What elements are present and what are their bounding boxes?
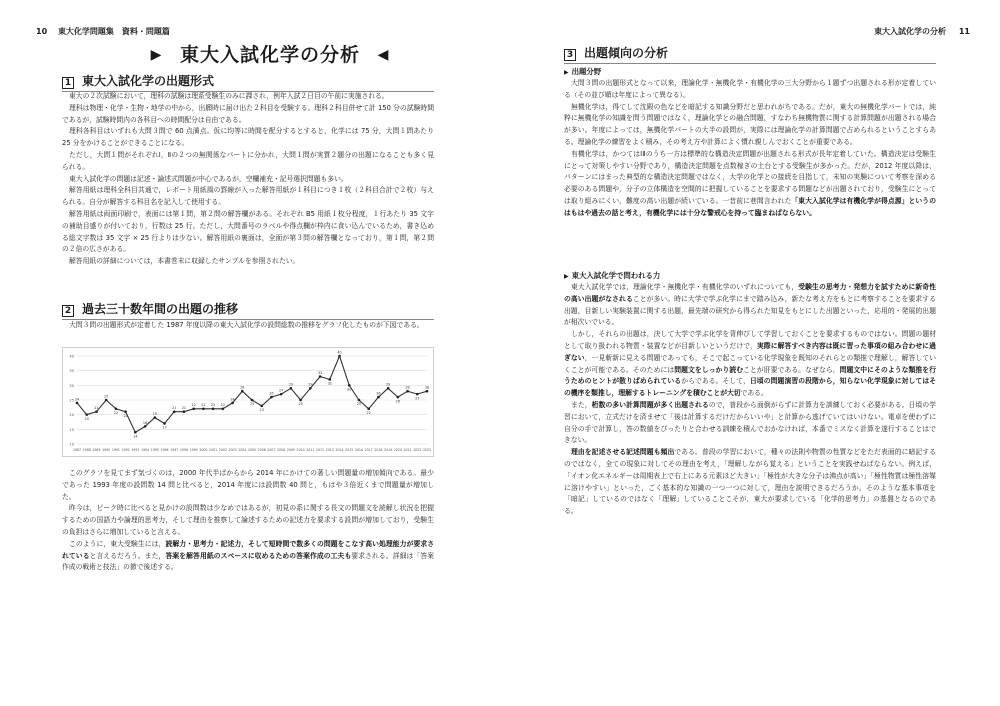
chart-x-tick-label: 2017	[364, 448, 373, 452]
s3-2-p2-mid1: ，一見斬新に見える問題であっても，そこで起こっている化学現象を既知のそれらとの類推で理解し，解答していくことが可能である。そのためには	[564, 353, 937, 374]
left-running-title: 東大化学問題集 資料・問題篇	[57, 27, 170, 36]
chart-data-point	[358, 399, 361, 402]
chart-data-point	[241, 390, 244, 393]
chart-data-label: 29	[308, 382, 313, 387]
chart-svg	[63, 348, 435, 458]
chart-x-tick-label: 1994	[140, 448, 150, 452]
s3-2-p1-pre: 東大入試化学では，理論化学・無機化学・有機化学のいずれについても，	[571, 283, 799, 291]
section-2-intro	[62, 320, 434, 332]
s3-2-paragraph	[564, 329, 936, 400]
chart-data-point	[105, 399, 108, 402]
s1-paragraph: ただし，大問１問がそれぞれⅠ，Ⅱの２つの無関係なパートに分かれ，大問１問が実質２題分の出題になることも多く見られる。	[62, 150, 434, 171]
subsection-fields-heading	[564, 66, 601, 77]
section-1-body	[62, 91, 434, 268]
right-running-title: 東大入試化学の分析	[874, 27, 947, 36]
chart-data-label: 25	[298, 402, 303, 407]
question-count-chart	[62, 347, 434, 457]
s3-2-paragraph	[564, 400, 936, 447]
s1-paragraph: 東大入試化学の問題は記述・論述式問題が中心であるが，空欄補充・記号選択問題も多い。	[69, 174, 348, 183]
left-page-number: 10	[36, 27, 48, 36]
chart-y-tick-label: 20	[69, 413, 74, 418]
chart-x-tick-label: 2002	[218, 448, 227, 452]
s3-2-p2-mid2: ことが肝要である。なぜなら，	[743, 365, 840, 374]
s1-paragraph: 理科各科目はいずれも大問３問で 60 点満点。仮に均等に時間を配分するとすると，化学には 75 分，大問１問あたり 25 分をかけることができることになる。	[62, 127, 434, 148]
chart-data-label: 22	[210, 403, 216, 408]
chart-x-tick-label: 2005	[247, 448, 257, 452]
chart-data-point	[280, 393, 283, 396]
chart-x-tick-label: 2022	[413, 448, 422, 452]
chart-y-tick-label: 30	[69, 383, 74, 388]
section-3-heading	[564, 44, 936, 64]
s2-intro-text: 大問３問の出題形式が定着した 1987 年度以降の東大入試化学の設問総数の推移をグラフ化したものが下図である。	[69, 321, 424, 329]
chart-data-point	[328, 378, 331, 381]
chart-x-tick-label: 1991	[111, 448, 120, 452]
chart-data-point	[124, 410, 127, 413]
chart-x-tick-label: 1990	[102, 448, 111, 452]
chart-x-tick-label: 2014	[335, 448, 344, 452]
section-2-title: 過去三十数年間の出題の推移	[82, 302, 239, 316]
chart-data-label: 22	[366, 411, 371, 415]
chart-data-point	[212, 408, 215, 411]
chart-data-label: 27	[415, 396, 420, 401]
chart-x-tick-label: 2003	[228, 448, 237, 452]
chart-data-point	[377, 396, 380, 399]
chart-data-point	[309, 387, 312, 390]
s3-2-p2-bold2: 問題文をしっかり読む	[674, 365, 744, 374]
chart-x-tick-label: 1989	[92, 448, 101, 452]
s2-c-bold2: 答案を解答用紙のスペースに収めるための答案作成の工夫も	[165, 551, 352, 560]
chart-data-point	[173, 410, 176, 413]
chart-x-tick-label: 2019	[384, 448, 393, 452]
chart-x-tick-label: 2006	[257, 448, 266, 452]
s2-c-pre: このように，東大受験生には，	[69, 539, 166, 548]
s3-1-paragraph-organic	[564, 149, 936, 220]
chart-x-tick-label: 2018	[374, 448, 383, 452]
chart-x-tick-label: 1987	[72, 448, 82, 452]
chart-x-tick-label: 2016	[354, 448, 364, 452]
s3-2-p2-mid3: からである。そして，	[681, 377, 750, 386]
chart-data-point	[270, 396, 273, 399]
chart-data-label: 23	[259, 408, 264, 413]
chart-data-point	[251, 399, 254, 402]
chart-data-label: 21	[123, 413, 128, 418]
chart-y-tick-label: 40	[69, 354, 74, 359]
subsection-skills-title: 東大入試化学で問われる力	[571, 271, 661, 280]
chart-data-label: 16	[142, 420, 148, 425]
section-2-number: 2	[62, 305, 74, 317]
section-1-heading	[62, 72, 434, 92]
chart-x-tick-label: 1995	[150, 448, 159, 452]
chart-data-point	[153, 416, 156, 419]
chart-data-point	[202, 408, 205, 411]
s3-2-p1-bold: 受験生の思考力・発想力を試すために新奇性の高い出題がなされる	[564, 283, 936, 303]
s3-2-p2-bold1: 実際に解答すべき内容は既に習った事項の組み合わせに過ぎない	[564, 341, 936, 362]
chart-data-point	[348, 384, 351, 387]
chart-data-label: 40	[337, 350, 342, 355]
s2-c-mid: と言えるだろう。また，	[89, 551, 166, 560]
right-page-number: 11	[958, 27, 970, 36]
s2-paragraph: このグラフを見てまず気づくのは，2000 年代半ばからから 2014 年にかけての著しい問題量の増加傾向である。最少であった 1993 年度の設問数 14 問と比べると，2014 年度には設問数 40 問と，もはや３倍近くまで問題量が増加した。	[62, 469, 434, 501]
section-2-heading	[62, 300, 434, 320]
s3-2-p4-bold: 理由を記述させる記述問題も頻出	[571, 448, 675, 457]
chart-data-label: 21	[172, 406, 177, 411]
chart-data-label: 22	[220, 403, 225, 408]
chart-x-tick-label: 2008	[277, 448, 286, 452]
chart-data-point	[367, 408, 370, 411]
s3-2-p2-pre: しかし，それらの出題は，決して大学で学ぶ化学を背伸びして学習しておくことを要求するものではない。問題の題材として取り扱われる物質・装置などが目新しいというだけで，	[564, 330, 936, 350]
chart-data-point	[144, 425, 147, 428]
chart-data-label: 28	[405, 385, 410, 390]
s3-1-p3-bold: 「東大入試化学は有機化学が得点源」というのはもはや過去の話と考え，有機化学には十分な警戒心を持って臨まねばならない。	[564, 196, 936, 217]
section-3-title: 出題傾向の分析	[584, 46, 669, 60]
chart-x-tick-label: 2009	[286, 448, 295, 452]
s3-2-p3-bold: 桁数の多い計算問題が多く出題される	[591, 400, 709, 409]
chart-x-tick-label: 2011	[306, 448, 315, 452]
chart-data-point	[183, 410, 186, 413]
s3-2-p4-post: である。普段の学習において，種々の法則や物質の性質などをただ表面的に暗記するのではなく，全ての現象に対してその理由を考え，「理解しながら覚える」ということを実践せねばならない。例えば，「イオン化エネルギーは周期表上で右上にある元素ほど大きい」「極性が大きな分子は沸点が高い」「極性物質は極性溶媒に溶けやすい」といった，ごく基本的な知識の一つ一つに対して，理由を説明できるだろうか。そのような基本事項を「暗記」しているのではなく「理解」していることこそが，東大が要求している「化学的思考力」の基盤となるのである。	[564, 448, 936, 516]
chart-data-label: 26	[395, 399, 400, 404]
chart-y-tick-label: 25	[69, 398, 74, 403]
s3-2-paragraph	[564, 282, 936, 329]
chart-x-tick-label: 2007	[267, 448, 276, 452]
chart-data-label: 28	[240, 385, 245, 390]
chart-data-point	[426, 390, 429, 393]
triangle-marker-icon: ▶	[564, 273, 569, 280]
main-title	[120, 40, 420, 67]
subsection-fields-title: 出題分野	[571, 67, 602, 76]
chart-x-tick-label: 1996	[160, 448, 169, 452]
chart-data-point	[406, 390, 409, 393]
chart-x-tick-label: 2001	[209, 448, 218, 452]
s3-2-paragraph	[564, 447, 936, 518]
s1-paragraph: 理科は物理・化学・生物・地学の中から，出願時に届け出た２科目を受験する。理科２科目併せて計 150 分の試験時間であるが，試験時間内の各科目への時間配分は自由である。	[62, 103, 434, 124]
s1-paragraph: 解答用紙は両面印刷で，表面には第１問，第２問の解答欄がある。それぞれ B5 用紙１枚分程度，１行あたり 35 文字の補助目盛りが付いており，行数は 25 行。ただし，大問番号のラベルや得点欄が枠内に食い込んでいるため，書き込める総文字数は 35 文字 × 25 行よりは少ない。解答用紙の裏面は，全面が第３問の解答欄となっており，第１問，第２問の２倍の広さがある。	[62, 209, 434, 254]
s3-2-p2-post: である。	[740, 389, 768, 398]
chart-data-label: 26	[269, 391, 274, 396]
chart-x-tick-label: 2010	[296, 448, 305, 452]
chart-data-label: 30	[347, 387, 352, 392]
s1-paragraph: 解答用紙の詳細については，本書巻末に収録したサンプルを参照されたい。	[69, 257, 300, 266]
s3-2-p2-bold3: 問題文中にそのような類推を行うためのヒントが散りばめられている	[564, 365, 936, 386]
chart-data-point	[231, 402, 234, 405]
s2-paragraph: 昨今は，ピーク時に比べると見かけの設問数は少なめではあるが，初見の系に関する長文の問題文を読解し状況を把握するための国語力や論理的思考力，そして理由を推察して論述するための記述力を要求する設問が増加しており，受験生の負担はさらに増加していると言える。	[62, 504, 434, 536]
chart-data-label: 24	[74, 397, 80, 402]
chart-y-tick-label: 10	[69, 442, 74, 447]
s2-c-post: 要求される。詳細は「答案作成の戦術と技法」の節で後述する。	[62, 551, 435, 572]
chart-data-point	[319, 375, 322, 378]
section-1-number: 1	[62, 77, 74, 89]
s1-paragraph: 解答用紙は理科全科目共通で，レポート用紙風の罫線が入った解答用紙が１科目につき１枚（２科目合計で２枚）与えられる。自分が解答する科目名を記入して使用する。	[62, 186, 434, 207]
section-1-title: 東大入試化学の出題形式	[82, 74, 215, 88]
s3-2-p2-bold4: 日頃の問題演習の段階から，知らない化学現象に対してはその機序を類推し，理解するトレーニングを積むことが大切	[564, 377, 937, 398]
chart-data-point	[115, 408, 118, 411]
chart-x-tick-label: 1992	[121, 448, 130, 452]
chart-data-point	[338, 355, 341, 358]
chart-x-tick-label: 2012	[315, 448, 325, 452]
s3-2-p1-post: ことが多い。時に大学で学ぶ化学にまで踏み込み，新たな考え方をもとに考察することを要求する出題，目新しい実験装置に関する出題，最先端の研究から得られた知見をもとにした出題といった，応用的・発展的出題が相次いでいる。	[564, 294, 936, 327]
chart-data-label: 21	[94, 406, 99, 411]
arrow-left-icon: ◀	[377, 47, 390, 63]
chart-data-point	[416, 393, 419, 396]
s3-2-p3-pre: また，	[571, 400, 592, 409]
chart-x-tick-label: 2004	[238, 448, 247, 452]
chart-data-label: 22	[191, 403, 196, 408]
chart-x-tick-label: 2023	[422, 448, 432, 452]
chart-data-label: 14	[133, 434, 138, 439]
chart-data-label: 33	[317, 370, 323, 375]
chart-data-point	[222, 408, 225, 411]
chart-data-label: 25	[104, 394, 109, 399]
chart-data-label: 26	[376, 391, 381, 396]
chart-data-point	[387, 387, 390, 390]
chart-x-tick-label: 1997	[170, 448, 179, 452]
section-3-number: 3	[564, 49, 576, 61]
chart-y-tick-label: 35	[69, 369, 74, 374]
chart-data-label: 19	[152, 412, 157, 416]
chart-data-label: 17	[162, 425, 167, 430]
s3-1-paragraph: 無機化学は，得てして沈殿の色などを暗記する知識分野だと思われがちである。だが，東大の無機化学パートでは，純粋に無機化学の知識を問う問題ではなく，理論化学との融合問題，すなわち無機物質に関する計算問題が出題される場合が多い。年度によっては，無機化学パートの大半の設問が，実際には理論化学の計算問題で占められるということすらある。理論化学の練習をよく積み，その考え方や計算によく慣れ親しんでおくことが重要である。	[564, 102, 936, 146]
s2-paragraph-conclusion	[62, 539, 434, 574]
chart-x-tick-label: 2013	[325, 448, 334, 452]
main-title-text: 東大入試化学の分析	[179, 44, 360, 66]
section-2-analysis	[62, 468, 434, 574]
chart-data-point	[163, 422, 166, 425]
chart-data-label: 29	[288, 382, 294, 387]
chart-data-point	[290, 387, 293, 390]
left-running-head	[36, 26, 170, 37]
triangle-marker-icon: ▶	[564, 69, 569, 76]
right-running-head	[874, 26, 970, 37]
chart-x-tick-label: 2015	[345, 448, 354, 452]
s3-1-paragraph: 大問３問の出題形式となって以来，理論化学・無機化学・有機化学の三大分野から１題ずつ出題される形が定着している（その並び順は年度によって異なる）。	[564, 79, 936, 99]
arrow-right-icon: ▶	[150, 47, 163, 63]
chart-data-point	[134, 431, 137, 434]
subsection-skills-body	[564, 282, 936, 518]
right-page	[500, 0, 1000, 706]
chart-data-label: 28	[424, 385, 430, 390]
chart-data-label: 29	[385, 382, 391, 387]
chart-x-tick-label: 1998	[179, 448, 189, 452]
chart-data-point	[260, 405, 263, 408]
chart-x-tick-label: 2000	[199, 448, 208, 452]
s1-paragraph: 東大の２次試験において，理科の試験は理系受験生のみに課され，例年入試２日目の午前に実施される。	[69, 92, 389, 100]
chart-data-label: 25	[356, 402, 362, 407]
chart-data-label: 20	[84, 416, 89, 421]
chart-data-point	[95, 410, 98, 413]
chart-x-tick-label: 1993	[131, 448, 140, 452]
chart-data-label: 21	[181, 406, 187, 411]
chart-data-label: 22	[201, 403, 206, 408]
s3-2-p3-post: ので，普段から面倒がらずに計算力を訓練しておく必要がある。日頃の学習において，立式だけを済ませて「後は計算するだけだからいいや」と計算から逃げていてはいけない。電卓を使わずに自分の手で計算し，答の数値をぴったりと合わせる訓練を積んでおかなければ，本番でミスなく計算を遂行することはできない。	[564, 400, 937, 445]
s3-1-p3-pre: 有機化学は，かつてはⅠⅡのうち一方は標準的な構造決定問題が出題される形式が長年定着していた。構造決定は受験生にとって対策しやすい分野であり，構造決定問題を点数稼ぎの土台とする受験生が多かった。だが，2012 年度以降は，パターンにはまった典型的な構造決定問題ではなく，大学の化学との接続を目指して，未知の実験について考察を深める必要のある問題や，分子の立体構造を空間的に把握していることを要求する問題などが出題されており，受験生にとっては取り組みにくい，難度の高い出題が続いている。一昔前に巷間言われた	[564, 149, 936, 205]
chart-data-point	[397, 396, 400, 399]
s2-c-bold: 読解力・思考力・記述力，そして短時間で数多くの問題をこなす高い処理能力が要求されている	[62, 539, 435, 560]
chart-data-point	[299, 399, 302, 402]
chart-data-label: 22	[113, 411, 119, 415]
chart-series-line	[74, 356, 430, 432]
subsection-skills-heading	[564, 270, 660, 281]
chart-data-point	[192, 408, 195, 411]
chart-x-tick-label: 1988	[82, 448, 91, 452]
chart-y-tick-label: 15	[69, 427, 74, 432]
chart-x-tick-label: 1999	[189, 448, 198, 452]
chart-x-tick-label: 2021	[403, 448, 412, 452]
chart-data-label: 24	[230, 397, 235, 402]
subsection-fields-body	[564, 78, 936, 220]
chart-data-label: 27	[279, 388, 284, 393]
chart-data-label: 25	[249, 402, 255, 407]
chart-x-tick-label: 2020	[393, 448, 402, 452]
chart-data-label: 32	[327, 381, 332, 386]
chart-data-point	[76, 402, 79, 405]
chart-data-point	[85, 413, 88, 416]
